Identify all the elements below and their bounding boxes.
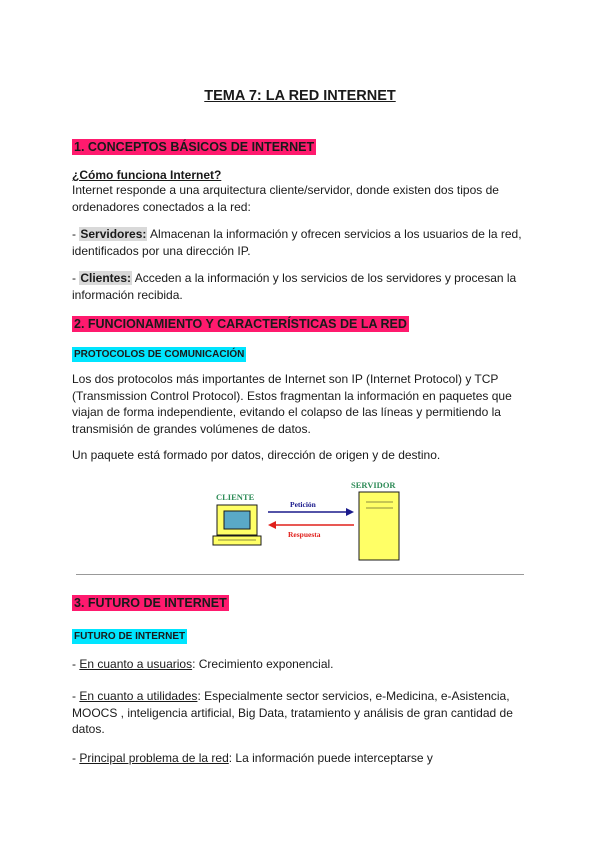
item-term: Principal problema de la red — [79, 751, 229, 765]
client-label: CLIENTE — [216, 492, 255, 502]
item-text: : Crecimiento exponencial. — [192, 657, 334, 671]
protocols-paragraph: Los dos protocolos más importantes de Internet son IP (Internet Protocol) y TCP (Transmission Control Protocol). Estos fragmentan la información en paquetes que viajan de forma independiente, evitando el colapso de las líneas y permitiendo la transmisión de grandes volúmenes de datos. — [72, 372, 512, 436]
response-arrow-icon — [268, 521, 354, 529]
item-prefix: - — [72, 751, 80, 765]
item-term: En cuanto a usuarios — [79, 657, 193, 671]
section-1-subheading: ¿Cómo funciona Internet? — [72, 168, 222, 182]
section-3-subheading — [72, 626, 187, 644]
section-2-subheading — [72, 344, 246, 362]
page-title: TEMA 7: LA RED INTERNET — [204, 88, 396, 104]
item-prefix: - — [72, 689, 80, 703]
clients-prefix: - — [72, 271, 80, 285]
future-item-utilities — [72, 688, 532, 738]
section-2-subheading-text: PROTOCOLOS DE COMUNICACIÓN — [74, 349, 245, 360]
section-1-intro: Internet responde a una arquitectura cliente/servidor, donde existen dos tipos de ordenadores conectados a la red: — [72, 183, 499, 214]
servers-paragraph — [72, 226, 532, 259]
response-label: Respuesta — [288, 530, 321, 539]
packet-paragraph: Un paquete está formado por datos, dirección de origen y de destino. — [72, 448, 441, 462]
clients-term: Clientes: — [80, 271, 132, 285]
item-term: En cuanto a utilidades — [79, 689, 198, 703]
item-text: : La información puede interceptarse y — [228, 751, 433, 765]
client-server-diagram — [208, 478, 408, 564]
item-prefix: - — [72, 657, 80, 671]
section-1-heading — [72, 138, 316, 156]
divider — [76, 574, 524, 575]
servers-prefix: - — [72, 227, 80, 241]
request-arrow-icon — [268, 508, 354, 516]
servers-term: Servidores: — [80, 227, 147, 241]
server-label: SERVIDOR — [351, 480, 396, 490]
client-computer-icon — [213, 505, 261, 545]
section-2-heading-text: 2. FUNCIONAMIENTO Y CARACTERÍSTICAS DE LA RED — [74, 317, 407, 331]
future-item-users — [72, 656, 532, 673]
section-3-heading — [72, 594, 229, 612]
section-1-heading-text: 1. CONCEPTOS BÁSICOS DE INTERNET — [74, 140, 315, 154]
clients-paragraph — [72, 270, 532, 303]
future-item-problem — [72, 750, 532, 767]
clients-text: Acceden a la información y los servicios de los servidores y procesan la información recibida. — [72, 271, 517, 302]
servers-text: Almacenan la información y ofrecen servicios a los usuarios de la red, identificados por una dirección IP. — [72, 227, 522, 258]
section-3-heading-text: 3. FUTURO DE INTERNET — [74, 596, 227, 610]
item-text: : Especialmente sector servicios, e-Medicina, e-Asistencia, MOOCS , inteligencia artificial, Big Data, tratamiento y análisis de gran cantidad de datos. — [72, 689, 513, 736]
request-label: Petición — [290, 500, 316, 509]
section-3-subheading-text: FUTURO DE INTERNET — [74, 631, 186, 642]
server-tower-icon — [359, 492, 399, 560]
section-2-heading — [72, 315, 409, 333]
